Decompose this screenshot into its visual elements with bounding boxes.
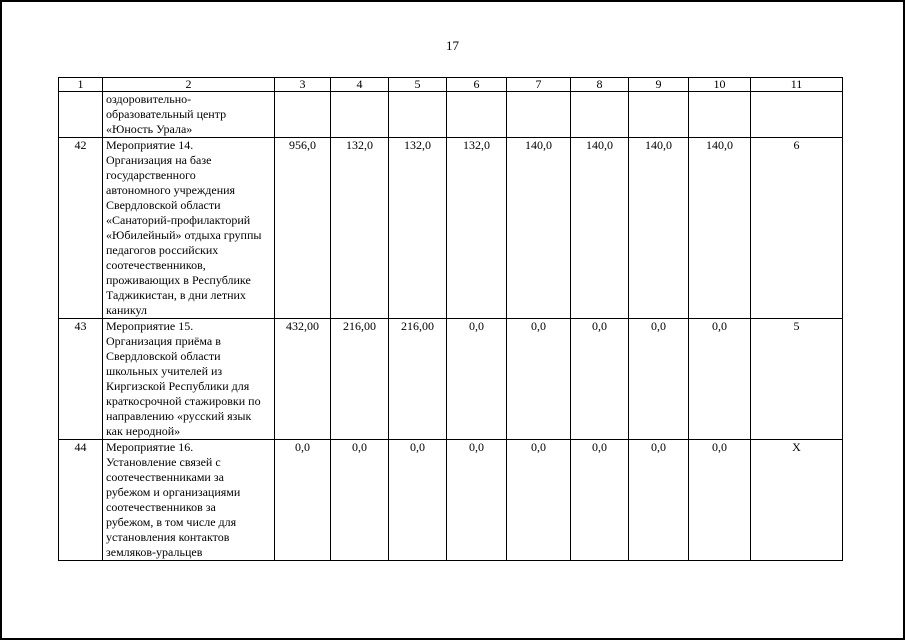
row-value: 132,0 xyxy=(331,138,389,319)
row-value xyxy=(331,92,389,138)
table-row xyxy=(59,92,843,138)
row-number: 44 xyxy=(59,440,103,561)
row-number: 43 xyxy=(59,319,103,440)
row-description: Мероприятие 14. Организация на базе государственного автономного учреждения Свердловской области «Санаторий-профилакторий «Юбилейный» отдыха группы педагогов российских соотечественников, проживающих в Республике Таджикистан, в дни летних каникул xyxy=(103,138,275,319)
row-value: 0,0 xyxy=(571,319,629,440)
table-row xyxy=(59,440,843,561)
column-header: 5 xyxy=(389,78,447,92)
row-value: 132,0 xyxy=(447,138,507,319)
row-value: 0,0 xyxy=(689,319,751,440)
row-value: 0,0 xyxy=(629,319,689,440)
row-value: 216,00 xyxy=(331,319,389,440)
column-header: 11 xyxy=(751,78,843,92)
column-header: 6 xyxy=(447,78,507,92)
row-value: 132,0 xyxy=(389,138,447,319)
row-number: 42 xyxy=(59,138,103,319)
row-target-number xyxy=(751,92,843,138)
row-description: Мероприятие 15. Организация приёма в Свердловской области школьных учителей из Киргизской Республики для краткосрочной стажировки по направлению «русский язык как неродной» xyxy=(103,319,275,440)
row-value xyxy=(447,92,507,138)
column-header: 3 xyxy=(275,78,331,92)
column-header: 1 xyxy=(59,78,103,92)
row-value xyxy=(389,92,447,138)
row-value: 216,00 xyxy=(389,319,447,440)
row-value xyxy=(571,92,629,138)
row-value: 0,0 xyxy=(389,440,447,561)
row-value: 140,0 xyxy=(507,138,571,319)
column-header: 10 xyxy=(689,78,751,92)
column-header: 2 xyxy=(103,78,275,92)
row-value: 0,0 xyxy=(571,440,629,561)
row-value: 0,0 xyxy=(629,440,689,561)
row-description: оздоровительно- образовательный центр «Юность Урала» xyxy=(103,92,275,138)
page-number: 17 xyxy=(446,38,459,53)
row-value: 140,0 xyxy=(629,138,689,319)
row-number xyxy=(59,92,103,138)
row-value: 140,0 xyxy=(689,138,751,319)
row-value: 0,0 xyxy=(689,440,751,561)
table-row xyxy=(59,319,843,440)
table-row xyxy=(59,138,843,319)
row-description: Мероприятие 16. Установление связей с соотечественниками за рубежом и организациями соотечественников за рубежом, в том числе для установления контактов земляков-уральцев xyxy=(103,440,275,561)
program-table xyxy=(58,77,843,561)
row-target-number: 6 xyxy=(751,138,843,319)
row-value: 140,0 xyxy=(571,138,629,319)
column-header: 9 xyxy=(629,78,689,92)
row-value xyxy=(275,92,331,138)
row-target-number: 5 xyxy=(751,319,843,440)
column-header: 7 xyxy=(507,78,571,92)
row-value: 956,0 xyxy=(275,138,331,319)
row-value: 0,0 xyxy=(331,440,389,561)
column-header: 8 xyxy=(571,78,629,92)
row-value xyxy=(629,92,689,138)
row-value: 0,0 xyxy=(507,319,571,440)
row-value xyxy=(507,92,571,138)
row-value: 0,0 xyxy=(507,440,571,561)
row-value: 0,0 xyxy=(447,319,507,440)
header-row xyxy=(59,78,843,92)
row-value: 432,00 xyxy=(275,319,331,440)
row-value: 0,0 xyxy=(447,440,507,561)
row-value xyxy=(689,92,751,138)
row-target-number: Х xyxy=(751,440,843,561)
column-header: 4 xyxy=(331,78,389,92)
row-value: 0,0 xyxy=(275,440,331,561)
